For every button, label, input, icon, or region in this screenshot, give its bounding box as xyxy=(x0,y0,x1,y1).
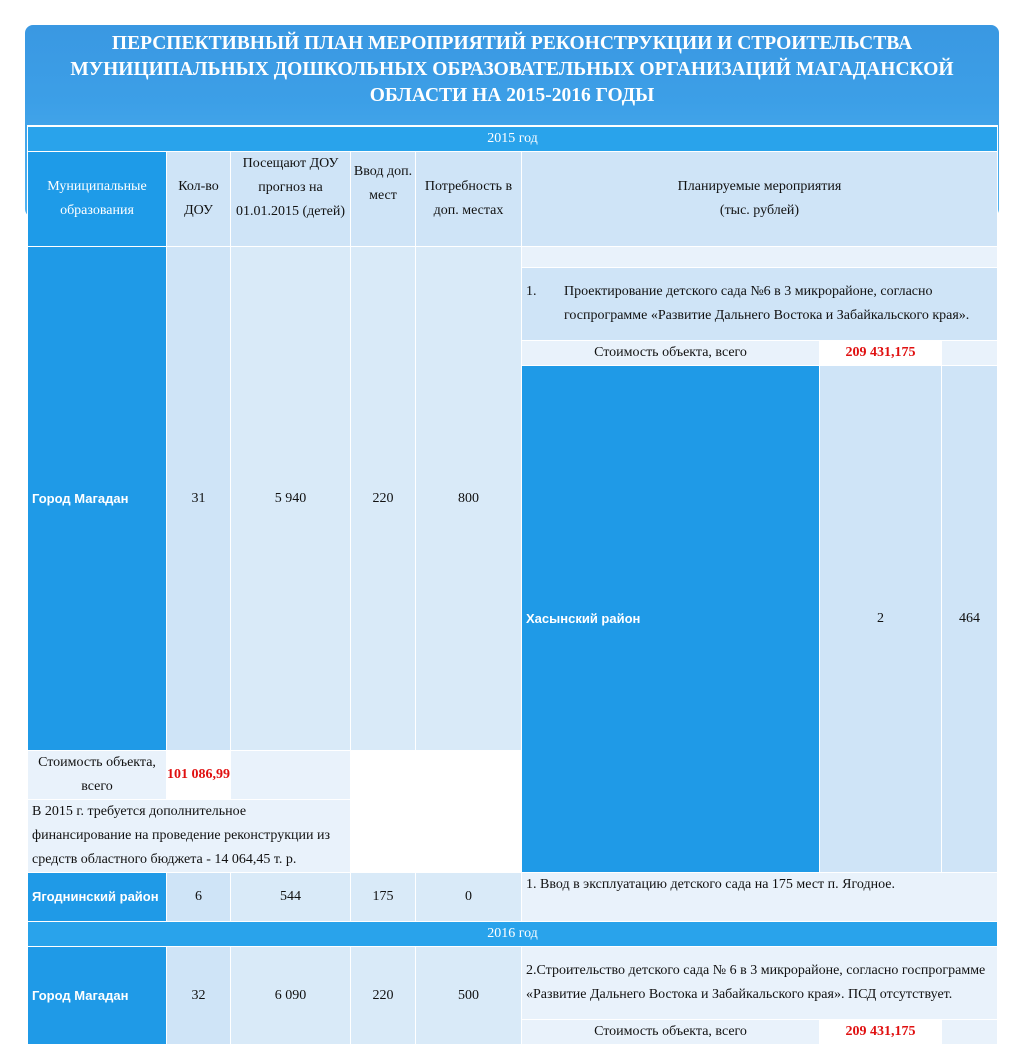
cost-value: 209 431,175 xyxy=(820,341,942,366)
row-count: 6 xyxy=(167,873,231,922)
year-2016-row xyxy=(28,922,998,947)
cost-blank xyxy=(942,1020,998,1045)
header-plan-line2: (тыс. рублей) xyxy=(719,203,800,218)
cost-blank xyxy=(942,341,998,366)
row-municipality: Город Магадан xyxy=(28,247,167,751)
row-input: 220 xyxy=(351,947,416,1045)
plan-text xyxy=(522,268,998,341)
cost-label: Стоимость объекта, всего xyxy=(522,341,820,366)
row-municipality: Ягоднинский район xyxy=(28,873,167,922)
row-need: 800 xyxy=(416,247,522,751)
row-count: 31 xyxy=(167,247,231,751)
table-row xyxy=(28,247,998,268)
row-count: 2 xyxy=(820,366,942,873)
year-2015-row xyxy=(28,126,998,152)
header-count: Кол-во ДОУ xyxy=(167,152,231,247)
header-plan xyxy=(522,152,998,247)
header-attend: Посещают ДОУ прогноз на 01.01.2015 (детей) xyxy=(231,152,351,247)
plan-description: Проектирование детского сада №6 в 3 микрорайоне, согласно госпрограмме «Развитие Дальнего Востока и Забайкальского края». xyxy=(564,284,970,323)
row-attend: 464 xyxy=(942,366,998,873)
plan-text: 2.Строительство детского сада № 6 в 3 микрорайоне, согласно госпрограмме «Развитие Дальнего Востока и Забайкальского края». ПСД отсутствует. xyxy=(522,947,998,1020)
row-attend: 5 940 xyxy=(231,247,351,751)
row-municipality: Город Магадан xyxy=(28,947,167,1045)
page-title: ПЕРСПЕКТИВНЫЙ ПЛАН МЕРОПРИЯТИЙ РЕКОНСТРУКЦИИ И СТРОИТЕЛЬСТВА МУНИЦИПАЛЬНЫХ ДОШКОЛЬНЫХ ОБРАЗОВАТЕЛЬНЫХ ОРГАНИЗАЦИЙ МАГАДАНСКОЙ ОБЛАСТИ НА 2015-2016 ГОДЫ xyxy=(70,33,954,106)
plan-number: 1. xyxy=(526,284,537,299)
row-count: 32 xyxy=(167,947,231,1045)
row-attend: 544 xyxy=(231,873,351,922)
plan-spacer xyxy=(522,247,998,268)
header-municipality: Муниципальные образования xyxy=(28,152,167,247)
row-input: 175 xyxy=(351,873,416,922)
table-row xyxy=(28,947,998,1020)
cost-value: 209 431,175 xyxy=(820,1020,942,1045)
row-need: 0 xyxy=(416,873,522,922)
row-need: 500 xyxy=(416,947,522,1045)
plan-table xyxy=(27,125,998,1045)
funding-note: В 2015 г. требуется дополнительное финансирование на проведение реконструкции из средств областного бюджета - 14 064,45 т. р. xyxy=(28,800,351,873)
cost-label: Стоимость объекта, всего xyxy=(28,751,167,800)
row-attend: 6 090 xyxy=(231,947,351,1045)
header-input: Ввод доп. мест xyxy=(351,152,416,247)
year-2015-label: 2015 год xyxy=(28,126,998,152)
row-municipality: Хасынский район xyxy=(522,366,820,873)
header-plan-line1: Планируемые мероприятия xyxy=(677,179,842,194)
cost-value: 101 086,99 xyxy=(167,751,231,800)
cost-blank xyxy=(231,751,351,800)
header-need: Потребность в доп. местах xyxy=(416,152,522,247)
row-input: 220 xyxy=(351,247,416,751)
cost-label: Стоимость объекта, всего xyxy=(522,1020,820,1045)
plan-text: 1. Ввод в эксплуатацию детского сада на 175 мест п. Ягодное. xyxy=(522,873,998,922)
table-row xyxy=(28,873,998,922)
year-2016-label: 2016 год xyxy=(28,922,998,947)
header-row xyxy=(28,152,998,247)
